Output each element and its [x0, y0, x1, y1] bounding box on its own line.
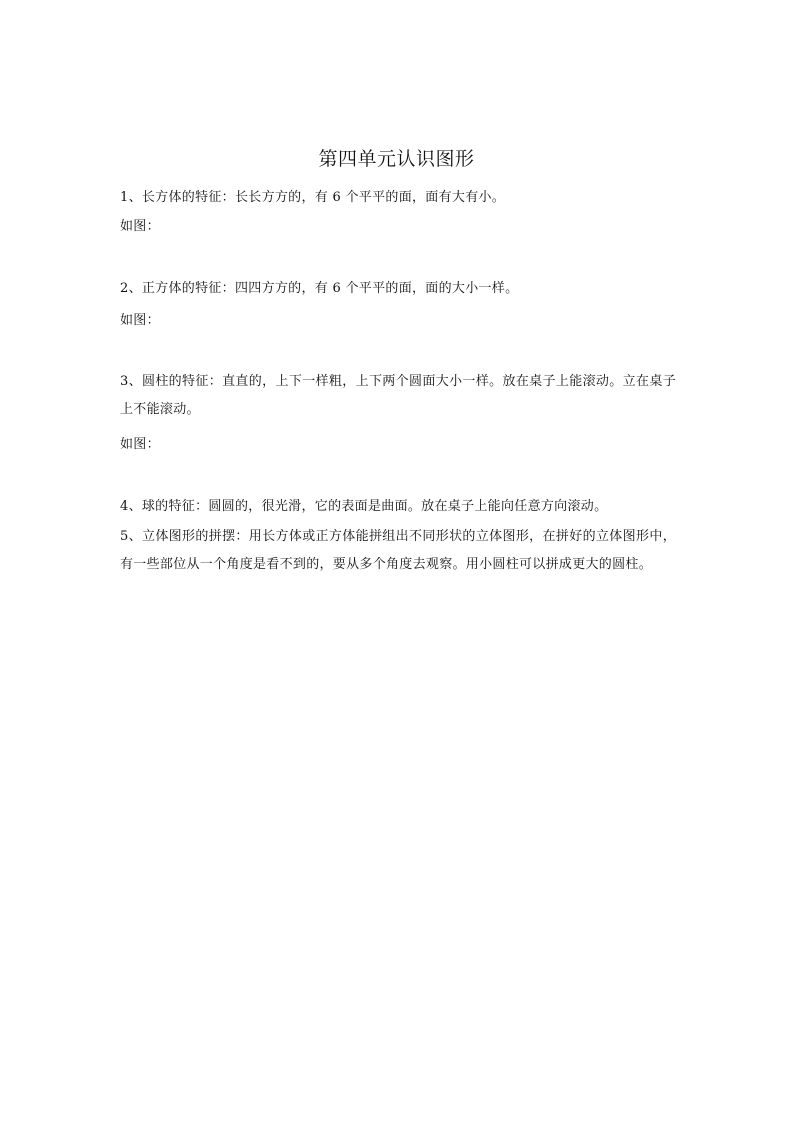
item-cube-figure-label: 如图：	[120, 313, 160, 328]
item-sphere-text: 4、球的特征：圆圆的，很光滑，它的表面是曲面。放在桌子上能向任意方向滚动。	[120, 499, 608, 514]
item-cube-text: 2、正方体的特征：四四方方的，有 6 个平平的面，面的大小一样。	[120, 281, 519, 296]
item-cylinder-text: 3、圆柱的特征：直直的，上下一样粗，上下两个圆面大小一样。放在桌子上能滚动。立在桌子上不能滚动。	[120, 374, 676, 417]
item-cuboid-text: 1、长方体的特征：长长方方的，有 6 个平平的面，面有大有小。	[120, 190, 506, 205]
item-assembly-text: 5、立体图形的拼摆：用长方体或正方体能拼组出不同形状的立体图形，在拼好的立体图形中，有一些部位从一个角度是看不到的，要从多个角度去观察。用小圆柱可以拼成更大的圆柱。	[120, 529, 676, 572]
item-cylinder-figure-label: 如图：	[120, 437, 160, 452]
item-cuboid-figure-label: 如图：	[120, 219, 160, 234]
page-title: 第四单元认识图形	[318, 148, 475, 170]
